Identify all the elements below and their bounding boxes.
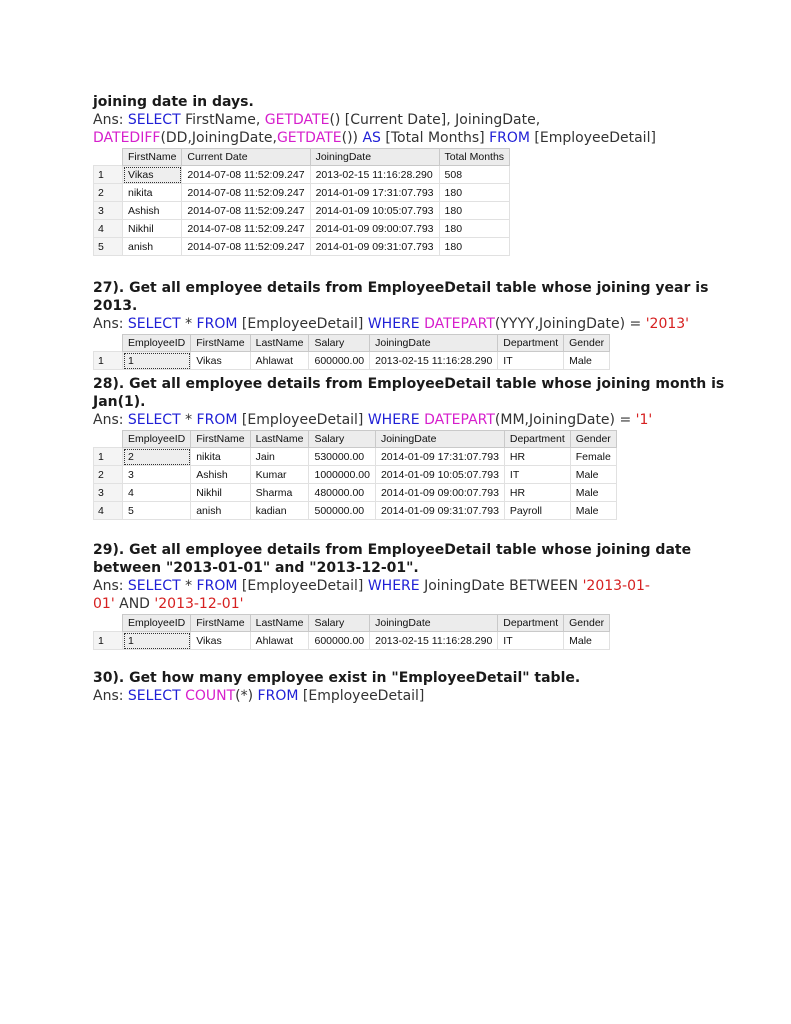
table-cell[interactable]: 480000.00 bbox=[309, 484, 375, 502]
column-header[interactable]: FirstName bbox=[123, 149, 182, 166]
table-row[interactable] bbox=[94, 352, 610, 370]
sql-text: Ans: bbox=[93, 578, 128, 594]
table-row[interactable] bbox=[94, 466, 617, 484]
question-text: 28). Get all employee details from EmployeeDetail table whose joining month is Jan(1). bbox=[93, 376, 725, 410]
sql-text: [Total Months] bbox=[380, 130, 490, 146]
sql-keyword: AS bbox=[362, 130, 381, 146]
question-text: joining date in days. bbox=[93, 94, 254, 110]
row-number: 1 bbox=[94, 632, 123, 650]
table-cell[interactable]: Nikhil bbox=[191, 484, 250, 502]
sql-keyword: SELECT bbox=[127, 412, 181, 428]
sql-string: '1' bbox=[635, 412, 653, 428]
table-cell[interactable]: Male bbox=[564, 632, 610, 650]
section-datediff bbox=[93, 93, 733, 256]
table-row[interactable] bbox=[94, 632, 610, 650]
row-number: 2 bbox=[94, 466, 123, 484]
question-text: 30). Get how many employee exist in "EmployeeDetail" table. bbox=[93, 670, 581, 686]
table-cell[interactable]: 4 bbox=[123, 484, 191, 502]
table-cell[interactable]: 2014-01-09 09:31:07.793 bbox=[310, 238, 439, 256]
sql-text: [EmployeeDetail] bbox=[298, 688, 425, 704]
table-cell[interactable]: 1 bbox=[123, 352, 191, 370]
sql-text: Ans: bbox=[93, 112, 128, 128]
column-header[interactable]: Salary bbox=[309, 615, 370, 632]
row-number: 1 bbox=[94, 166, 123, 184]
sql-keyword: SELECT bbox=[127, 112, 181, 128]
table-row[interactable] bbox=[94, 202, 510, 220]
row-number: 3 bbox=[94, 202, 123, 220]
table-row[interactable] bbox=[94, 484, 617, 502]
question-text: 29). Get all employee details from EmployeeDetail table whose joining date between "2013-01-01" and "2013-12-01". bbox=[93, 542, 692, 576]
grid-corner bbox=[94, 149, 123, 166]
column-header[interactable]: JoiningDate bbox=[375, 431, 504, 448]
table-cell[interactable]: 2014-07-08 11:52:09.247 bbox=[182, 202, 310, 220]
table-cell[interactable]: 2013-02-15 11:16:28.290 bbox=[370, 632, 498, 650]
table-cell[interactable]: 180 bbox=[439, 184, 510, 202]
table-cell[interactable]: 2013-02-15 11:16:28.290 bbox=[370, 352, 498, 370]
table-cell[interactable]: Jain bbox=[250, 448, 309, 466]
table-cell[interactable]: kadian bbox=[250, 502, 309, 520]
sql-text: [EmployeeDetail] bbox=[529, 130, 656, 146]
answer-sql bbox=[93, 411, 733, 429]
sql-text: (DD,JoiningDate, bbox=[160, 130, 277, 146]
table-cell[interactable]: 2014-07-08 11:52:09.247 bbox=[182, 238, 310, 256]
grid-corner bbox=[94, 431, 123, 448]
result-grid bbox=[93, 148, 510, 256]
table-cell[interactable]: 2014-07-08 11:52:09.247 bbox=[182, 166, 310, 184]
table-cell[interactable]: HR bbox=[504, 448, 570, 466]
section-29 bbox=[93, 541, 733, 650]
result-grid bbox=[93, 614, 610, 650]
table-cell[interactable]: 508 bbox=[439, 166, 510, 184]
column-header[interactable]: EmployeeID bbox=[123, 615, 191, 632]
row-number: 4 bbox=[94, 502, 123, 520]
column-header[interactable]: LastName bbox=[250, 615, 309, 632]
sql-text: [EmployeeDetail] bbox=[237, 316, 368, 332]
table-cell[interactable]: 530000.00 bbox=[309, 448, 375, 466]
table-cell[interactable]: 1 bbox=[123, 632, 191, 650]
column-header[interactable]: Department bbox=[498, 335, 564, 352]
table-row[interactable] bbox=[94, 220, 510, 238]
table-cell[interactable]: IT bbox=[498, 632, 564, 650]
sql-keyword: FROM bbox=[196, 412, 238, 428]
sql-keyword: SELECT bbox=[127, 688, 181, 704]
table-cell[interactable]: Male bbox=[570, 484, 616, 502]
section-30 bbox=[93, 669, 733, 705]
column-header[interactable]: EmployeeID bbox=[123, 431, 191, 448]
sql-text: * bbox=[180, 316, 197, 332]
table-row[interactable] bbox=[94, 238, 510, 256]
column-header[interactable]: FirstName bbox=[191, 615, 250, 632]
sql-text: JoiningDate BETWEEN bbox=[419, 578, 583, 594]
sql-text: [EmployeeDetail] bbox=[237, 578, 368, 594]
sql-function: GETDATE bbox=[264, 112, 330, 128]
sql-text: AND bbox=[114, 596, 155, 612]
sql-keyword: WHERE bbox=[367, 412, 420, 428]
column-header[interactable]: Salary bbox=[309, 335, 370, 352]
sql-text: Ans: bbox=[93, 412, 128, 428]
table-cell[interactable]: 2014-01-09 10:05:07.793 bbox=[310, 202, 439, 220]
sql-keyword: SELECT bbox=[127, 316, 181, 332]
table-cell[interactable]: Female bbox=[570, 448, 616, 466]
table-cell[interactable]: 2014-01-09 10:05:07.793 bbox=[375, 466, 504, 484]
column-header[interactable]: Department bbox=[498, 615, 564, 632]
table-cell[interactable]: Ahlawat bbox=[250, 632, 309, 650]
table-cell[interactable]: 180 bbox=[439, 202, 510, 220]
sql-text: Ans: bbox=[93, 688, 128, 704]
table-row[interactable] bbox=[94, 502, 617, 520]
table-cell[interactable]: Vikas bbox=[191, 632, 250, 650]
column-header[interactable]: LastName bbox=[250, 335, 309, 352]
table-cell[interactable]: Ahlawat bbox=[250, 352, 309, 370]
table-cell[interactable]: IT bbox=[504, 466, 570, 484]
sql-text: * bbox=[180, 578, 197, 594]
sql-text: (MM,JoiningDate) = bbox=[494, 412, 636, 428]
column-header[interactable]: Gender bbox=[564, 615, 610, 632]
table-cell[interactable]: 1000000.00 bbox=[309, 466, 375, 484]
table-cell[interactable]: 600000.00 bbox=[309, 632, 370, 650]
column-header[interactable]: Gender bbox=[570, 431, 616, 448]
table-row[interactable] bbox=[94, 166, 510, 184]
sql-text: (*) bbox=[235, 688, 258, 704]
sql-function: COUNT bbox=[185, 688, 236, 704]
row-number: 4 bbox=[94, 220, 123, 238]
row-number: 1 bbox=[94, 352, 123, 370]
section-27 bbox=[93, 279, 733, 370]
table-cell[interactable]: 2014-01-09 09:00:07.793 bbox=[375, 484, 504, 502]
grid-corner bbox=[94, 615, 123, 632]
column-header[interactable]: Salary bbox=[309, 431, 375, 448]
table-cell[interactable]: 180 bbox=[439, 220, 510, 238]
column-header[interactable]: JoiningDate bbox=[370, 615, 498, 632]
table-cell[interactable]: Kumar bbox=[250, 466, 309, 484]
table-cell[interactable]: 180 bbox=[439, 238, 510, 256]
answer-sql bbox=[93, 687, 733, 705]
table-cell[interactable]: 2014-01-09 09:00:07.793 bbox=[310, 220, 439, 238]
sql-text: [EmployeeDetail] bbox=[237, 412, 368, 428]
sql-text: * bbox=[180, 412, 197, 428]
sql-keyword: SELECT bbox=[127, 578, 181, 594]
sql-string: '2013-01- 01' bbox=[93, 578, 650, 612]
section-28 bbox=[93, 375, 733, 520]
table-cell[interactable]: anish bbox=[191, 502, 250, 520]
table-cell[interactable]: 2014-07-08 11:52:09.247 bbox=[182, 184, 310, 202]
column-header[interactable]: FirstName bbox=[191, 335, 250, 352]
column-header[interactable]: Total Months bbox=[439, 149, 510, 166]
table-cell[interactable]: nikita bbox=[123, 184, 182, 202]
table-cell[interactable]: Ashish bbox=[123, 202, 182, 220]
table-cell[interactable]: Male bbox=[564, 352, 610, 370]
table-cell[interactable]: IT bbox=[498, 352, 564, 370]
table-row[interactable] bbox=[94, 448, 617, 466]
row-number: 5 bbox=[94, 238, 123, 256]
sql-keyword: WHERE bbox=[367, 316, 420, 332]
sql-keyword: FROM bbox=[257, 688, 299, 704]
table-cell[interactable]: Sharma bbox=[250, 484, 309, 502]
result-grid bbox=[93, 334, 610, 370]
sql-text: (YYYY,JoiningDate) = bbox=[494, 316, 646, 332]
answer-sql bbox=[93, 577, 733, 613]
table-cell[interactable]: Male bbox=[570, 502, 616, 520]
sql-string: '2013-12-01' bbox=[154, 596, 244, 612]
table-cell[interactable]: 2013-02-15 11:16:28.290 bbox=[310, 166, 439, 184]
row-number: 3 bbox=[94, 484, 123, 502]
question-text: 27). Get all employee details from EmployeeDetail table whose joining year is 2013. bbox=[93, 280, 709, 314]
column-header[interactable]: FirstName bbox=[191, 431, 250, 448]
table-cell[interactable]: HR bbox=[504, 484, 570, 502]
sql-keyword: FROM bbox=[196, 578, 238, 594]
sql-text: ()) bbox=[341, 130, 363, 146]
table-cell[interactable]: Vikas bbox=[123, 166, 182, 184]
column-header[interactable]: Department bbox=[504, 431, 570, 448]
sql-function: DATEPART bbox=[424, 412, 495, 428]
sql-function: DATEDIFF bbox=[93, 130, 161, 146]
table-cell[interactable]: Payroll bbox=[504, 502, 570, 520]
table-cell[interactable]: anish bbox=[123, 238, 182, 256]
table-cell[interactable]: 2 bbox=[123, 448, 191, 466]
column-header[interactable]: JoiningDate bbox=[370, 335, 498, 352]
table-cell[interactable]: Ashish bbox=[191, 466, 250, 484]
answer-sql bbox=[93, 315, 733, 333]
sql-keyword: FROM bbox=[489, 130, 530, 146]
sql-text: FirstName, bbox=[180, 112, 265, 128]
table-cell[interactable]: Nikhil bbox=[123, 220, 182, 238]
table-cell[interactable]: 500000.00 bbox=[309, 502, 375, 520]
table-cell[interactable]: 2014-01-09 09:31:07.793 bbox=[375, 502, 504, 520]
column-header[interactable]: EmployeeID bbox=[123, 335, 191, 352]
table-cell[interactable]: Vikas bbox=[191, 352, 250, 370]
grid-corner bbox=[94, 335, 123, 352]
table-cell[interactable]: 3 bbox=[123, 466, 191, 484]
table-row[interactable] bbox=[94, 184, 510, 202]
row-number: 2 bbox=[94, 184, 123, 202]
answer-sql bbox=[93, 111, 733, 147]
table-cell[interactable]: 2014-01-09 17:31:07.793 bbox=[375, 448, 504, 466]
table-cell[interactable]: 2014-07-08 11:52:09.247 bbox=[182, 220, 310, 238]
row-number: 1 bbox=[94, 448, 123, 466]
table-cell[interactable]: 600000.00 bbox=[309, 352, 370, 370]
sql-function: DATEPART bbox=[424, 316, 495, 332]
table-cell[interactable]: 2014-01-09 17:31:07.793 bbox=[310, 184, 439, 202]
table-cell[interactable]: 5 bbox=[123, 502, 191, 520]
column-header[interactable]: Current Date bbox=[182, 149, 310, 166]
table-cell[interactable]: Male bbox=[570, 466, 616, 484]
sql-text: Ans: bbox=[93, 316, 128, 332]
table-cell[interactable]: nikita bbox=[191, 448, 250, 466]
sql-keyword: FROM bbox=[196, 316, 238, 332]
column-header[interactable]: Gender bbox=[564, 335, 610, 352]
sql-string: '2013' bbox=[645, 316, 690, 332]
sql-text: () [Current Date], JoiningDate, bbox=[329, 112, 541, 128]
result-grid bbox=[93, 430, 617, 520]
column-header[interactable]: JoiningDate bbox=[310, 149, 439, 166]
column-header[interactable]: LastName bbox=[250, 431, 309, 448]
sql-function: GETDATE bbox=[276, 130, 342, 146]
sql-keyword: WHERE bbox=[367, 578, 420, 594]
